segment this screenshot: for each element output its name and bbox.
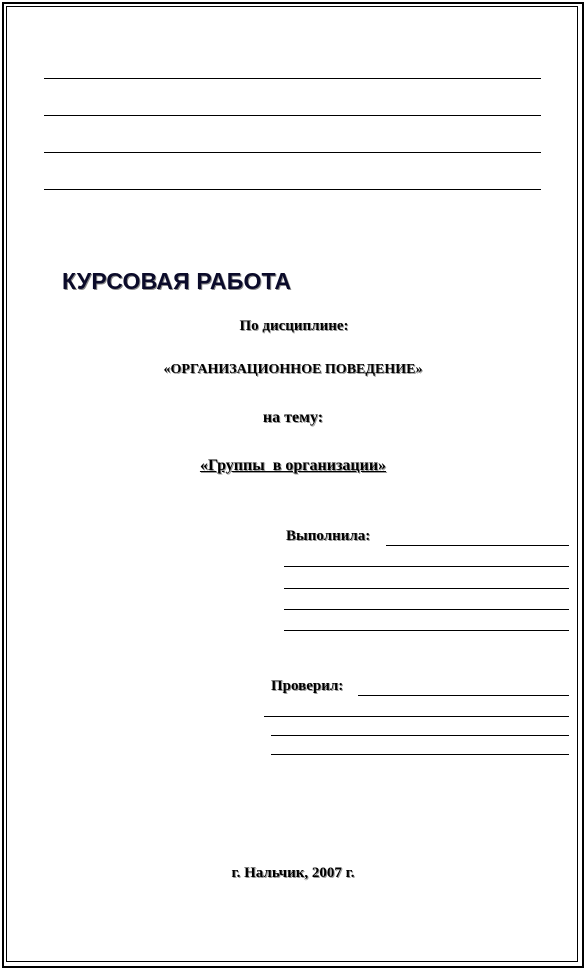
header-blank-line: [44, 152, 541, 153]
performed-by-line: [284, 630, 569, 631]
performed-by-line: [284, 566, 569, 567]
page-border-inner: [6, 6, 578, 962]
checked-by-label: Проверил:: [271, 678, 344, 694]
header-blank-line: [44, 189, 541, 190]
place-year: г. Нальчик, 2007 г.: [231, 865, 355, 881]
performed-by-line: [284, 609, 569, 610]
discipline-name: «ОРГАНИЗАЦИОННОЕ ПОВЕДЕНИЕ»: [163, 362, 423, 377]
header-blank-line: [44, 78, 541, 79]
header-blank-line: [44, 115, 541, 116]
topic-name: «Группы в организации»: [199, 457, 387, 474]
topic-label: на тему:: [262, 409, 324, 426]
checked-by-line: [264, 716, 569, 717]
document-title: КУРСОВАЯ РАБОТА: [62, 268, 292, 294]
performed-by-line: [284, 588, 569, 589]
checked-by-line: [271, 735, 569, 736]
checked-by-line: [358, 695, 569, 696]
performed-by-label: Выполнила:: [286, 528, 371, 544]
checked-by-line: [271, 754, 569, 755]
performed-by-line: [386, 545, 569, 546]
discipline-label: По дисциплине:: [239, 318, 349, 334]
